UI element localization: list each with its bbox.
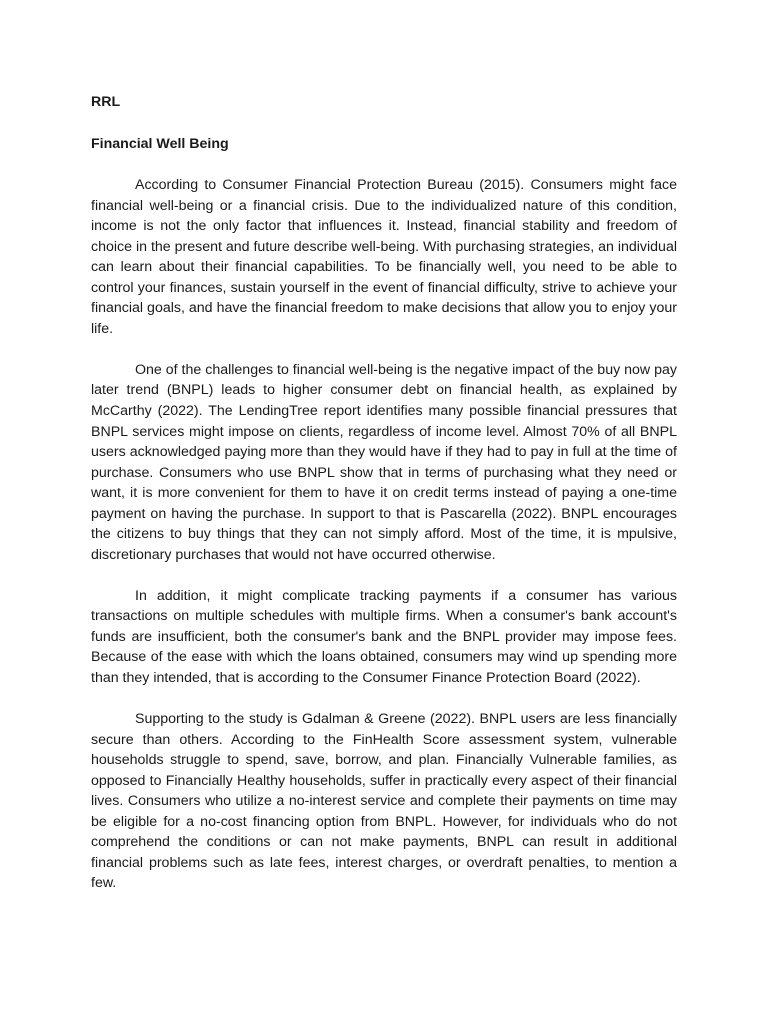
section-title: Financial Well Being [91, 136, 229, 152]
paragraph-2: One of the challenges to financial well-being is the negative impact of the buy now pay later trend (BNPL) leads to higher consumer debt on financial health, as explained by McCarthy (2022). The LendingTree report identifies many possible financial pressures that BNPL services might impose on clients, regardless of income level. Almost 70% of all BNPL users acknowledged paying more than they would have if they had to pay in full at the time of purchase. Consumers who use BNPL show that in terms of purchasing what they need or want, it is more convenient for them to have it on credit terms instead of paying a one-time payment on having the purchase. In support to that is Pascarella (2022). BNPL encourages the citizens to buy things that they can not simply afford. Most of the time, it is mpulsive, discretionary purchases that would not have occurred otherwise. [91, 361, 677, 563]
document-page [91, 92, 677, 915]
paragraph-1: According to Consumer Financial Protection Bureau (2015). Consumers might face financial well-being or a financial crisis. Due to the individualized nature of this condition, income is not the only factor that influences it. Instead, financial stability and freedom of choice in the present and future describe well-being. With purchasing strategies, an individual can learn about their financial capabilities. To be financially well, you need to be able to control your finances, sustain yourself in the event of financial difficulty, strive to achieve your financial goals, and have the financial freedom to make decisions that allow you to enjoy your life. [91, 177, 677, 337]
paragraph-3: In addition, it might complicate tracking payments if a consumer has various transactions on multiple schedules with multiple firms. When a consumer's bank account's funds are insufficient, both the consumer's bank and the BNPL provider may impose fees. Because of the ease with which the loans obtained, consumers may wind up spending more than they intended, that is according to the Consumer Finance Protection Board (2022). [91, 587, 677, 687]
document-heading: RRL [91, 94, 121, 110]
paragraph-4: Supporting to the study is Gdalman & Greene (2022). BNPL users are less financially secure than others. According to the FinHealth Score assessment system, vulnerable households struggle to spend, save, borrow, and plan. Financially Vulnerable families, as opposed to Financially Healthy households, suffer in practically every aspect of their financial lives. Consumers who utilize a no-interest service and complete their payments on time may be eligible for a no-cost financing option from BNPL. However, for individuals who do not comprehend the conditions or can not make payments, BNPL can result in additional financial problems such as late fees, interest charges, or overdraft penalties, to mention a few. [91, 711, 677, 892]
